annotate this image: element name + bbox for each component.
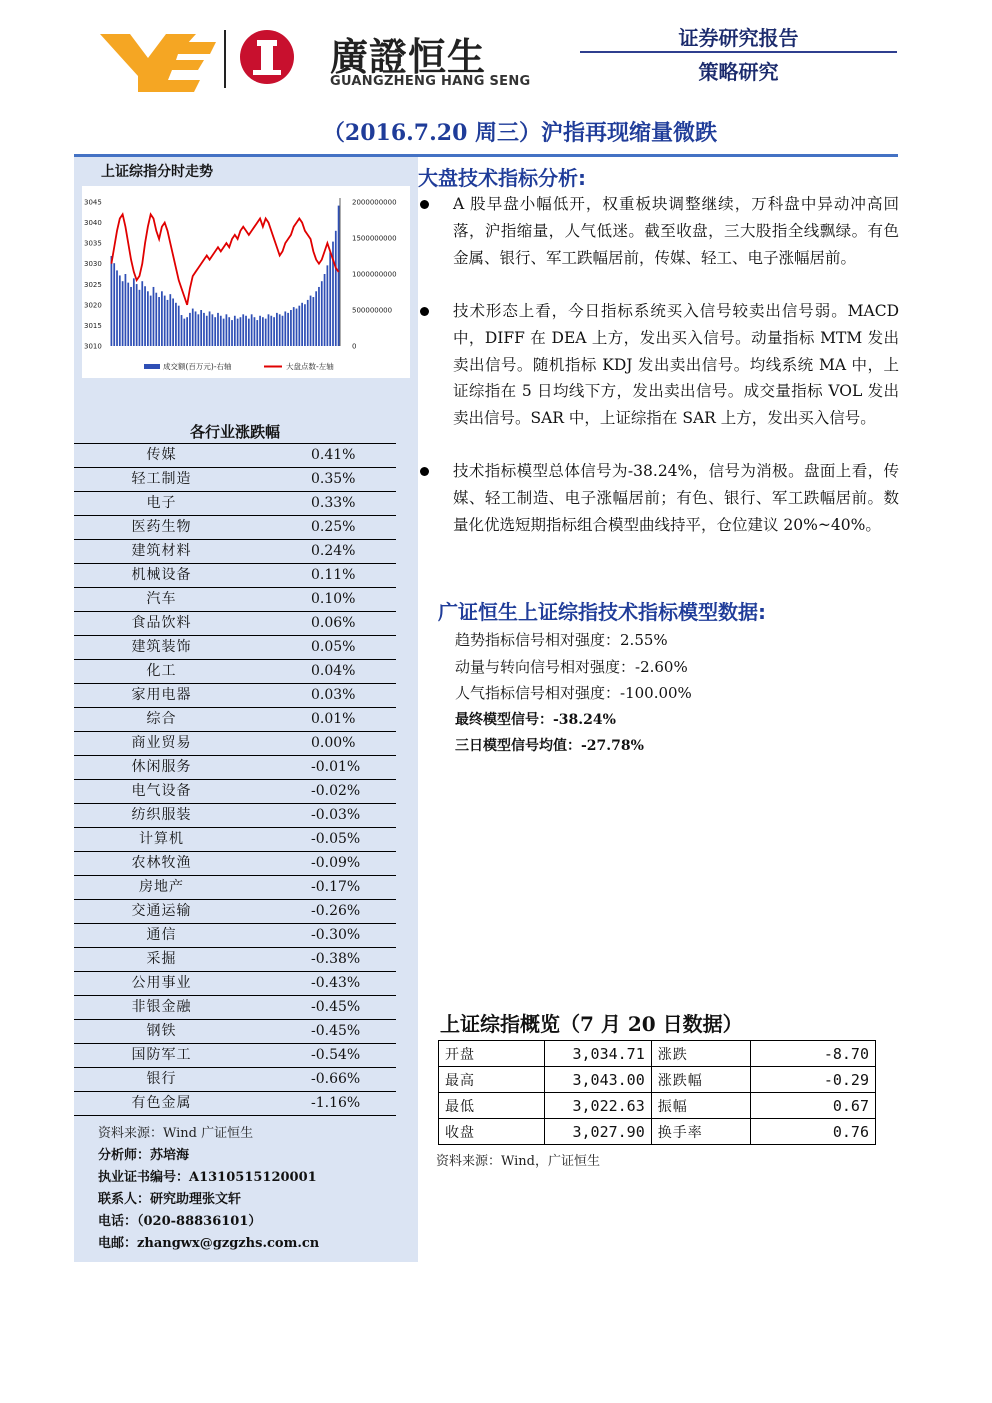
overview-value: 3,027.90 <box>544 1119 651 1145</box>
industry-name: 电子 <box>74 492 249 516</box>
table-row <box>74 1044 396 1068</box>
table-row <box>439 1067 876 1093</box>
industry-name: 休闲服务 <box>74 756 249 780</box>
right-axis-tick-label: 500000000 <box>352 306 393 315</box>
table-row <box>439 1041 876 1067</box>
industry-name: 电气设备 <box>74 780 249 804</box>
volume-bar <box>327 265 329 346</box>
trend-signal: 趋势指标信号相对强度：2.55% <box>455 631 668 649</box>
legend-swatch-volume <box>144 364 160 369</box>
report-type: 证券研究报告 <box>678 26 799 50</box>
volume-bar <box>296 309 298 346</box>
analysis-paragraph-3: 技术指标模型总体信号为-38.24%，信号为消极。盘面上看，传媒、轻工制造、电子涨幅居前；有色、银行、军工跌幅居前。数量化优选短期指标组合模型曲线持平，仓位建议 20%~40%。 <box>453 462 899 534</box>
industry-change: -0.05% <box>249 828 396 852</box>
intraday-chart-svg <box>82 186 410 378</box>
intraday-chart <box>82 186 410 378</box>
volume-bar <box>161 291 163 346</box>
analysis-paragraph-2: 技术形态上看，今日指标系统买入信号较卖出信号弱。MACD 中，DIFF 在 DEA 上方，发出买入信号。动量指标 MTM 发出卖出信号。随机指标 KDJ 发出卖出信号。均线系统 MA 中，上证综指在 5 日均线下方，发出卖出信号。成交量指标 VOL 发出卖出信号。SAR 中，上证综指在 SAR 上方，发出买入信号。 <box>453 302 899 428</box>
volume-bar <box>284 311 286 346</box>
legend-label-volume: 成交额(百万元)-右轴 <box>163 362 232 371</box>
industry-name: 农林牧渔 <box>74 852 249 876</box>
industry-name: 有色金属 <box>74 1092 249 1116</box>
volume-bar <box>248 319 250 346</box>
industry-change: 0.04% <box>249 660 396 684</box>
report-subtype: 策略研究 <box>698 60 779 84</box>
sentiment-signal: 人气指标信号相对强度：-100.00% <box>455 684 692 702</box>
industry-change: -0.54% <box>249 1044 396 1068</box>
industry-change: 0.25% <box>249 516 396 540</box>
volume-bar <box>206 316 208 346</box>
volume-bar <box>203 313 205 346</box>
industry-name: 房地产 <box>74 876 249 900</box>
left-axis-tick-label: 3015 <box>84 321 102 330</box>
volume-bar <box>226 314 228 346</box>
table-row <box>74 924 396 948</box>
table-row <box>74 1068 396 1092</box>
overview-value: -0.29 <box>751 1067 876 1093</box>
header-rule <box>580 51 897 53</box>
industry-change: -0.30% <box>249 924 396 948</box>
volume-bar <box>279 314 281 346</box>
industry-change: 0.00% <box>249 732 396 756</box>
industry-name: 采掘 <box>74 948 249 972</box>
volume-bar <box>150 296 152 346</box>
table-row <box>74 492 396 516</box>
overview-section-title: 上证综指概览（7 月 20 日数据） <box>440 1012 743 1036</box>
table-row <box>74 780 396 804</box>
overview-label: 涨跌 <box>651 1041 751 1067</box>
industry-name: 食品饮料 <box>74 612 249 636</box>
industry-name: 交通运输 <box>74 900 249 924</box>
industry-change: 0.05% <box>249 636 396 660</box>
volume-bar <box>240 317 242 346</box>
volume-bar <box>136 284 138 346</box>
industry-name: 化工 <box>74 660 249 684</box>
volume-bar <box>158 297 160 346</box>
industry-table-title: 各行业涨跌幅 <box>189 423 280 441</box>
industry-change: 0.01% <box>249 708 396 732</box>
industry-change-table <box>74 443 396 1116</box>
table-row <box>74 564 396 588</box>
industry-name: 综合 <box>74 708 249 732</box>
volume-bar <box>141 281 143 346</box>
table-row <box>439 1093 876 1119</box>
overview-value: 0.67 <box>751 1093 876 1119</box>
bullet-icon <box>420 200 429 209</box>
volume-bar <box>212 314 214 346</box>
seal-logo-icon <box>240 30 294 84</box>
left-axis-tick-label: 3035 <box>84 239 102 248</box>
volume-bar <box>231 320 233 346</box>
volume-bar <box>338 206 340 346</box>
industry-change: -0.02% <box>249 780 396 804</box>
volume-bar <box>169 294 171 346</box>
table-row <box>74 852 396 876</box>
analysis-paragraph-1: A 股早盘小幅低开，权重板块调整继续，万科盘中异动冲高回落，沪指缩量，人气低迷。截至收盘，三大股指全线飘绿。有色金属、银行、军工跌幅居前，传媒、轻工、电子涨幅居前。 <box>453 195 899 267</box>
industry-change: -0.45% <box>249 1020 396 1044</box>
volume-bar <box>254 317 256 346</box>
industry-change: 0.33% <box>249 492 396 516</box>
table-row <box>74 972 396 996</box>
volume-bar <box>262 317 264 346</box>
table-row <box>74 468 396 492</box>
volume-bar <box>293 307 295 346</box>
volume-bar <box>172 298 174 346</box>
volume-bar <box>287 313 289 346</box>
industry-change: -0.45% <box>249 996 396 1020</box>
table-row <box>74 828 396 852</box>
volume-bar <box>321 281 323 346</box>
volume-bar <box>186 317 188 346</box>
left-axis-tick-label: 3010 <box>84 342 102 351</box>
logo-chinese-name: 廣證恒生 <box>330 35 487 79</box>
industry-name: 国防军工 <box>74 1044 249 1068</box>
table-row <box>74 876 396 900</box>
industry-change: -1.16% <box>249 1092 396 1116</box>
industry-name: 建筑材料 <box>74 540 249 564</box>
volume-bar <box>237 319 239 346</box>
volume-bar <box>181 315 183 346</box>
volume-bar <box>242 314 244 346</box>
table-row <box>74 636 396 660</box>
industry-change: -0.38% <box>249 948 396 972</box>
logo-divider <box>224 30 226 88</box>
volume-bar <box>133 278 135 346</box>
volume-bar <box>268 314 270 346</box>
volume-bar <box>276 313 278 346</box>
industry-name: 建筑装饰 <box>74 636 249 660</box>
overview-value: -8.70 <box>751 1041 876 1067</box>
table-row <box>74 1092 396 1116</box>
right-axis-tick-label: 2000000000 <box>352 198 397 207</box>
volume-bar <box>251 314 253 346</box>
volume-bar <box>335 231 337 346</box>
volume-bar <box>324 274 326 346</box>
volume-bar <box>318 287 320 346</box>
right-axis-tick-label: 0 <box>352 342 357 351</box>
volume-bar <box>209 311 211 346</box>
industry-change: -0.03% <box>249 804 396 828</box>
volume-bar <box>111 256 113 346</box>
volume-bar <box>153 287 155 346</box>
table-row <box>74 588 396 612</box>
intraday-chart-title: 上证综指分时走势 <box>101 164 213 180</box>
volume-bar <box>127 283 129 346</box>
industry-name: 钢铁 <box>74 1020 249 1044</box>
volume-bar <box>223 319 225 346</box>
volume-bar <box>228 317 230 346</box>
volume-bar <box>329 252 331 346</box>
industry-name: 通信 <box>74 924 249 948</box>
volume-bar <box>197 314 199 346</box>
bullet-icon <box>420 467 429 476</box>
volume-bar <box>200 310 202 346</box>
index-overview-table <box>438 1040 876 1145</box>
industry-name: 汽车 <box>74 588 249 612</box>
volume-bar <box>234 316 236 346</box>
volume-bar <box>304 304 306 346</box>
overview-label: 最低 <box>439 1093 545 1119</box>
license-number: 执业证书编号：A1310515120001 <box>98 1170 317 1185</box>
contact-email[interactable]: 电邮：zhangwx@gzgzhs.com.cn <box>98 1236 320 1251</box>
volume-bar <box>312 297 314 346</box>
volume-bar <box>144 286 146 346</box>
table-row <box>74 708 396 732</box>
volume-bar <box>175 303 177 346</box>
table-row <box>74 540 396 564</box>
volume-bar <box>315 291 317 346</box>
industry-name: 商业贸易 <box>74 732 249 756</box>
industry-change: 0.03% <box>249 684 396 708</box>
industry-name: 纺织服装 <box>74 804 249 828</box>
volume-bar <box>155 293 157 346</box>
contact-phone: 电话：（020-88836101） <box>98 1214 262 1229</box>
volume-bar <box>256 320 258 346</box>
industry-name: 轻工制造 <box>74 468 249 492</box>
table-row <box>74 444 396 468</box>
overview-label: 开盘 <box>439 1041 545 1067</box>
overview-label: 涨跌幅 <box>651 1067 751 1093</box>
volume-bar <box>273 317 275 346</box>
industry-change: 0.06% <box>249 612 396 636</box>
industry-name: 机械设备 <box>74 564 249 588</box>
industry-name: 非银金融 <box>74 996 249 1020</box>
volume-bar <box>270 316 272 346</box>
volume-bar <box>298 306 300 346</box>
volume-bar <box>192 309 194 346</box>
overview-value: 3,034.71 <box>544 1041 651 1067</box>
company-logo <box>100 22 531 96</box>
left-axis-tick-label: 3045 <box>84 198 102 207</box>
bullet-icon <box>420 307 429 316</box>
right-axis-tick-label: 1000000000 <box>352 270 397 279</box>
industry-change: 0.35% <box>249 468 396 492</box>
industry-change: 0.10% <box>249 588 396 612</box>
table-row <box>74 684 396 708</box>
industry-name: 家用电器 <box>74 684 249 708</box>
logo-english-name: GUANGZHENG HANG SENG <box>330 74 531 89</box>
table-row <box>74 732 396 756</box>
volume-bar <box>167 300 169 346</box>
left-axis-tick-label: 3030 <box>84 260 102 269</box>
table-row <box>74 948 396 972</box>
left-axis-tick-label: 3025 <box>84 280 102 289</box>
volume-bar <box>178 306 180 346</box>
industry-change: 0.41% <box>249 444 396 468</box>
industry-source-note: 资料来源：Wind 广证恒生 <box>98 1126 254 1141</box>
industry-change: -0.66% <box>249 1068 396 1092</box>
volume-bar <box>282 316 284 346</box>
volume-bar <box>301 303 303 346</box>
industry-change: 0.11% <box>249 564 396 588</box>
volume-bar <box>310 296 312 346</box>
volume-bar <box>214 317 216 346</box>
volume-bar <box>113 263 115 346</box>
industry-name: 传媒 <box>74 444 249 468</box>
model-section-title: 广证恒生上证综指技术指标模型数据: <box>438 600 766 624</box>
volume-bar <box>183 319 185 346</box>
overview-label: 最高 <box>439 1067 545 1093</box>
volume-bar <box>122 281 124 346</box>
analysis-section-title: 大盘技术指标分析: <box>418 166 586 190</box>
overview-label: 换手率 <box>651 1119 751 1145</box>
table-row <box>74 900 396 924</box>
industry-name: 公用事业 <box>74 972 249 996</box>
industry-name: 医药生物 <box>74 516 249 540</box>
volume-bar <box>245 316 247 346</box>
volume-bar <box>195 311 197 346</box>
industry-change: -0.26% <box>249 900 396 924</box>
volume-bar <box>259 316 261 346</box>
table-row <box>74 996 396 1020</box>
volume-bar <box>189 313 191 346</box>
table-row <box>74 756 396 780</box>
volume-bar <box>290 310 292 346</box>
overview-value: 3,022.63 <box>544 1093 651 1119</box>
overview-value: 0.76 <box>751 1119 876 1145</box>
volume-bar <box>130 287 132 346</box>
industry-name: 计算机 <box>74 828 249 852</box>
volume-bar <box>265 319 267 346</box>
volume-bar <box>116 270 118 346</box>
industry-change: -0.01% <box>249 756 396 780</box>
legend-label-index: 大盘点数-左轴 <box>286 362 334 371</box>
table-row <box>74 1020 396 1044</box>
table-row <box>74 660 396 684</box>
overview-source-note: 资料来源：Wind，广证恒生 <box>436 1154 600 1169</box>
volume-bar <box>220 316 222 346</box>
volume-bar <box>139 290 141 346</box>
volume-bar <box>147 291 149 346</box>
volume-bar <box>217 313 219 346</box>
volume-bar <box>307 300 309 346</box>
left-axis-tick-label: 3040 <box>84 219 102 228</box>
table-row <box>439 1119 876 1145</box>
table-row <box>74 612 396 636</box>
table-row <box>74 516 396 540</box>
right-axis-tick-label: 1500000000 <box>352 234 397 243</box>
analyst-name: 分析师：苏培海 <box>98 1148 190 1163</box>
three-day-signal-average: 三日模型信号均值：-27.78% <box>455 738 644 754</box>
final-model-signal: 最终模型信号：-38.24% <box>455 712 616 728</box>
volume-bar <box>125 274 127 346</box>
ye-logo-mark-icon <box>100 28 218 94</box>
overview-value: 3,043.00 <box>544 1067 651 1093</box>
industry-change: -0.43% <box>249 972 396 996</box>
overview-label: 收盘 <box>439 1119 545 1145</box>
momentum-signal: 动量与转向信号相对强度：-2.60% <box>455 658 688 676</box>
table-row <box>74 804 396 828</box>
overview-label: 振幅 <box>651 1093 751 1119</box>
volume-bar <box>119 275 121 346</box>
page-title: （2016.7.20 周三）沪指再现缩量微跌 <box>322 120 718 146</box>
contact-person: 联系人：研究助理张文轩 <box>98 1192 242 1207</box>
industry-name: 银行 <box>74 1068 249 1092</box>
industry-change: 0.24% <box>249 540 396 564</box>
industry-change: -0.17% <box>249 876 396 900</box>
left-axis-tick-label: 3020 <box>84 301 102 310</box>
industry-change: -0.09% <box>249 852 396 876</box>
volume-bar <box>164 296 166 346</box>
